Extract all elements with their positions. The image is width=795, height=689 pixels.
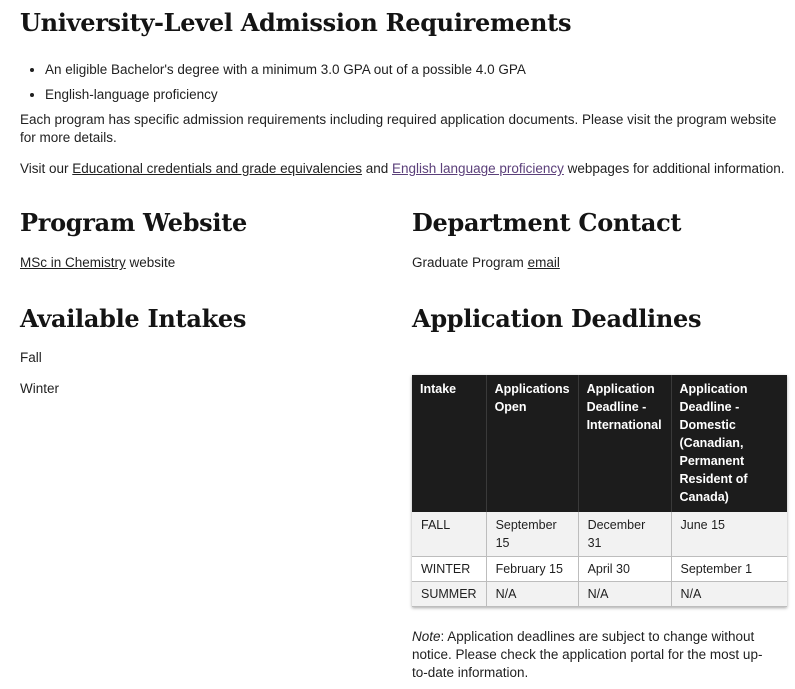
deadlines-table [412,375,787,607]
table-cell: February 15 [486,556,578,581]
list-item: • English-language proficiency [45,86,795,104]
visit-and-text: and [361,161,393,176]
table-cell: N/A [486,581,578,606]
intake-item-fall: Fall [20,350,42,365]
english-proficiency-link[interactable]: English language proficiency [392,161,564,176]
list-item: • An eligible Bachelor's degree with a minimum 3.0 GPA out of a possible 4.0 GPA [45,61,795,79]
column-header-applications-open: Applications Open [486,375,578,512]
column-header-deadline-international: Application Deadline - International [578,375,671,512]
table-cell: SUMMER [412,581,486,606]
program-website-link[interactable]: MSc in Chemistry [20,255,126,270]
note-label: Note [412,629,441,644]
table-cell: December 31 [578,512,671,556]
additional-info-paragraph [20,160,785,178]
table-cell: N/A [671,581,787,606]
admission-heading: University-Level Admission Requirements [20,8,572,37]
table-row [412,512,787,556]
table-cell: April 30 [578,556,671,581]
column-header-intake: Intake [412,375,486,512]
available-intakes-heading: Available Intakes [20,304,247,333]
program-website-heading: Program Website [20,208,247,237]
table-cell: June 15 [671,512,787,556]
intake-item-winter: Winter [20,381,60,396]
column-header-deadline-domestic: Application Deadline - Domestic (Canadian, Permanent Resident of Canada) [671,375,787,512]
table-cell: N/A [578,581,671,606]
program-website-line [20,254,175,272]
program-website-suffix: website [125,255,176,270]
application-deadlines-heading: Application Deadlines [412,304,702,333]
visit-suffix-text: webpages for additional information. [563,161,785,176]
admission-paragraph: Each program has specific admission requirements including required application documents. Please visit the program website for more details. [20,112,777,145]
table-header-row [412,375,787,512]
table-cell: WINTER [412,556,486,581]
table-row [412,556,787,581]
admission-requirements-list [20,61,795,111]
department-contact-line [412,254,560,272]
table-row [412,581,787,606]
visit-prefix-text: Visit our [20,161,73,176]
credentials-link[interactable]: Educational credentials and grade equivalencies [72,161,362,176]
table-cell: September 1 [671,556,787,581]
department-contact-heading: Department Contact [412,208,682,237]
deadlines-note [412,628,777,682]
email-link[interactable]: email [527,255,560,270]
table-cell: September 15 [486,512,578,556]
note-text: : Application deadlines are subject to change without notice. Please check the application portal for the most up-to-date information. [412,629,763,680]
table-cell: FALL [412,512,486,556]
department-contact-prefix: Graduate Program [412,255,528,270]
